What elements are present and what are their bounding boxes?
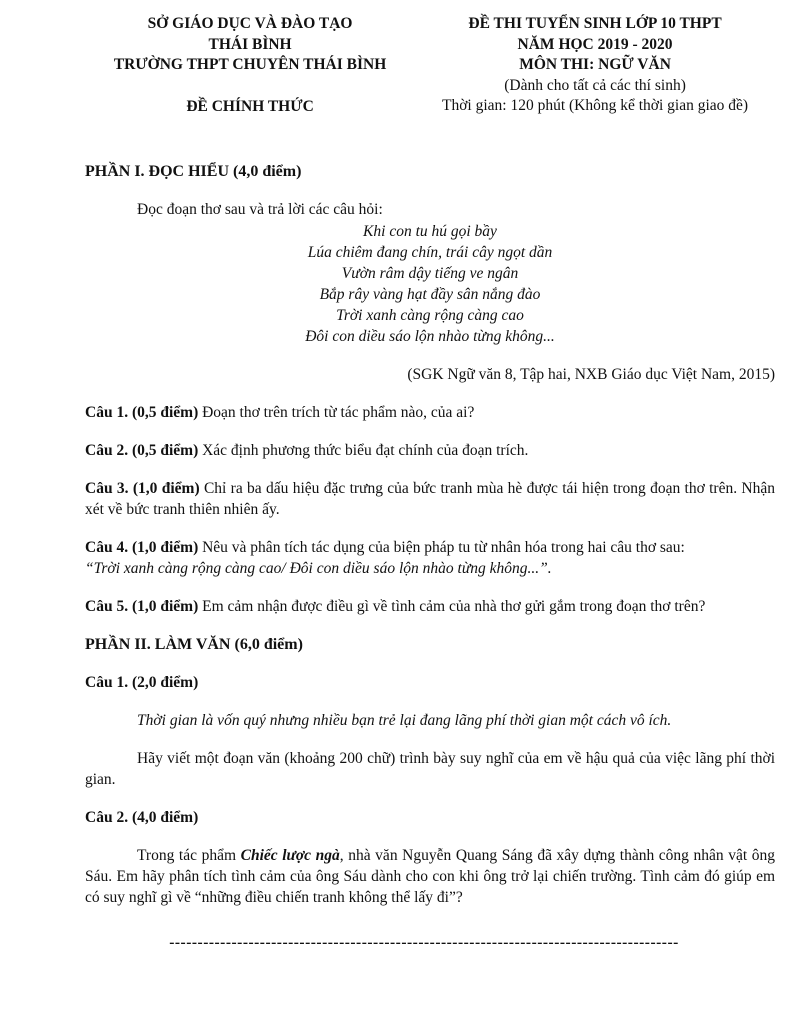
part2-heading: PHẦN II. LÀM VĂN (6,0 điểm) bbox=[85, 636, 303, 653]
question-4 bbox=[85, 537, 775, 579]
part1-heading: PHẦN I. ĐỌC HIỂU (4,0 điểm) bbox=[85, 163, 302, 180]
exam-title-block bbox=[415, 14, 775, 117]
authority-line-1: SỞ GIÁO DỤC VÀ ĐÀO TẠO bbox=[147, 15, 353, 32]
question-1-text: Đoạn thơ trên trích từ tác phẩm nào, của ai? bbox=[198, 404, 475, 421]
question-3-text: Chỉ ra ba dấu hiệu đặc trưng của bức tranh mùa hè được tái hiện trong đoạn thơ trên. Nhận xét về bức tranh thiên nhiên ấy. bbox=[85, 480, 776, 518]
issuing-authority-block bbox=[85, 14, 415, 117]
school-year: NĂM HỌC 2019 - 2020 bbox=[517, 35, 673, 53]
poem-line: Lúa chiêm đang chín, trái cây ngọt dần bbox=[307, 244, 553, 261]
question-3-label: Câu 3. (1,0 điểm) bbox=[85, 480, 200, 497]
subject: MÔN THI: NGỮ VĂN bbox=[519, 56, 671, 73]
poem-line: Trời xanh càng rộng càng cao bbox=[336, 307, 524, 324]
part2-question-1-prompt: Thời gian là vốn quý nhưng nhiều bạn trẻ lại đang lãng phí thời gian một cách vô ích. bbox=[137, 712, 672, 729]
question-2 bbox=[85, 440, 775, 461]
part2-question-2-after: , nhà văn Nguyễn Quang Sáng đã xây dựng thành công nhân vật ông Sáu. Em hãy phân tích tình cảm của ông Sáu dành cho con khi ông trở lại chiến trường. Tình cảm đó giúp em có suy nghĩ gì về “những điều chiến tranh không thể lấy đi”? bbox=[85, 847, 776, 906]
authority-line-2: THÁI BÌNH bbox=[208, 35, 292, 53]
part2-question-1-task: Hãy viết một đoạn văn (khoảng 200 chữ) trình bày suy nghĩ của em về hậu quả của việc lãng phí thời gian. bbox=[85, 750, 775, 788]
duration-note: Thời gian: 120 phút (Không kể thời gian giao đề) bbox=[441, 97, 749, 114]
part2-question-2-text bbox=[85, 845, 775, 908]
poem-line: Vườn râm dậy tiếng ve ngân bbox=[341, 265, 519, 282]
poem-line: Đôi con diều sáo lộn nhào từng không... bbox=[305, 328, 555, 345]
audience-note: (Dành cho tất cả các thí sinh) bbox=[504, 76, 686, 94]
poem-line: Bắp rây vàng hạt đầy sân nắng đào bbox=[319, 286, 541, 303]
question-5-label: Câu 5. (1,0 điểm) bbox=[85, 598, 199, 615]
poem-line: Khi con tu hú gọi bầy bbox=[363, 223, 497, 240]
end-divider: ------------------------------------------------------------------------------------------ bbox=[169, 934, 679, 951]
poem-block bbox=[85, 221, 775, 347]
question-3 bbox=[85, 478, 775, 520]
part2-question-2-before: Trong tác phẩm bbox=[137, 847, 241, 864]
question-4-quote: “Trời xanh càng rộng càng cao/ Đôi con diều sáo lộn nhào từng không...”. bbox=[85, 560, 552, 577]
poem-citation: (SGK Ngữ văn 8, Tập hai, NXB Giáo dục Việt Nam, 2015) bbox=[407, 366, 775, 383]
question-1 bbox=[85, 402, 775, 423]
question-4-label: Câu 4. (1,0 điểm) bbox=[85, 539, 199, 556]
question-4-text: Nêu và phân tích tác dụng của biện pháp tu từ nhân hóa trong hai câu thơ sau: bbox=[198, 539, 685, 556]
exam-title: ĐỀ THI TUYỂN SINH LỚP 10 THPT bbox=[468, 15, 722, 32]
question-1-label: Câu 1. (0,5 điểm) bbox=[85, 404, 199, 421]
question-5 bbox=[85, 596, 775, 617]
part2-question-2-label: Câu 2. (4,0 điểm) bbox=[85, 809, 199, 826]
question-5-text: Em cảm nhận được điều gì về tình cảm của nhà thơ gửi gắm trong đoạn thơ trên? bbox=[198, 598, 706, 615]
official-exam-label: ĐỀ CHÍNH THỨC bbox=[186, 97, 314, 115]
part2-question-1-label: Câu 1. (2,0 điểm) bbox=[85, 674, 199, 691]
question-2-label: Câu 2. (0,5 điểm) bbox=[85, 442, 199, 459]
question-2-text: Xác định phương thức biểu đạt chính của đoạn trích. bbox=[198, 442, 529, 459]
exam-header bbox=[85, 14, 775, 117]
part1-intro: Đọc đoạn thơ sau và trả lời các câu hỏi: bbox=[137, 201, 383, 218]
work-title: Chiếc lược ngà bbox=[240, 847, 340, 864]
school-name: TRƯỜNG THPT CHUYÊN THÁI BÌNH bbox=[113, 56, 387, 73]
